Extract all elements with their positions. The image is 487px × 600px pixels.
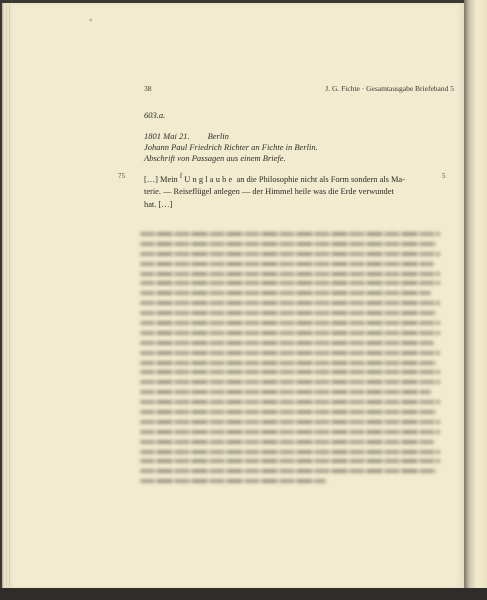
text-line-3: hat. […] xyxy=(144,199,173,209)
text-line-2: terie. — Reiseflügel anlegen — der Himmel heile was die Erde verwundet xyxy=(144,187,394,197)
blurred-commentary xyxy=(140,232,440,498)
book-gutter xyxy=(464,0,487,600)
document-place: Berlin xyxy=(207,131,229,141)
date-place-line xyxy=(144,131,229,141)
letter-text xyxy=(144,170,430,211)
page-number: 38 xyxy=(144,84,152,93)
text-segment: […] Mein xyxy=(144,174,178,184)
binding-strip xyxy=(0,588,487,600)
sender-line: Johann Paul Friedrich Richter an Fichte in Berlin. xyxy=(144,142,318,152)
source-line: Abschrift von Passagen aus einem Briefe. xyxy=(144,153,286,163)
footnote-mark: f xyxy=(179,172,183,180)
line-number-left: 75 xyxy=(118,172,125,180)
line-number-right: 5 xyxy=(442,172,446,180)
document-number: 603.a. xyxy=(144,110,166,120)
running-header xyxy=(144,84,454,93)
corner-mark: « xyxy=(89,16,93,24)
running-title: J. G. Fichte · Gesamtausgabe Briefeband 5 xyxy=(325,84,454,93)
spaced-word: Unglaube xyxy=(184,174,235,184)
document-date: 1801 Mai 21. xyxy=(144,131,190,141)
text-line-1 xyxy=(144,170,430,186)
text-segment: an die Philosophie nicht als Form sondern als Ma- xyxy=(236,174,405,184)
